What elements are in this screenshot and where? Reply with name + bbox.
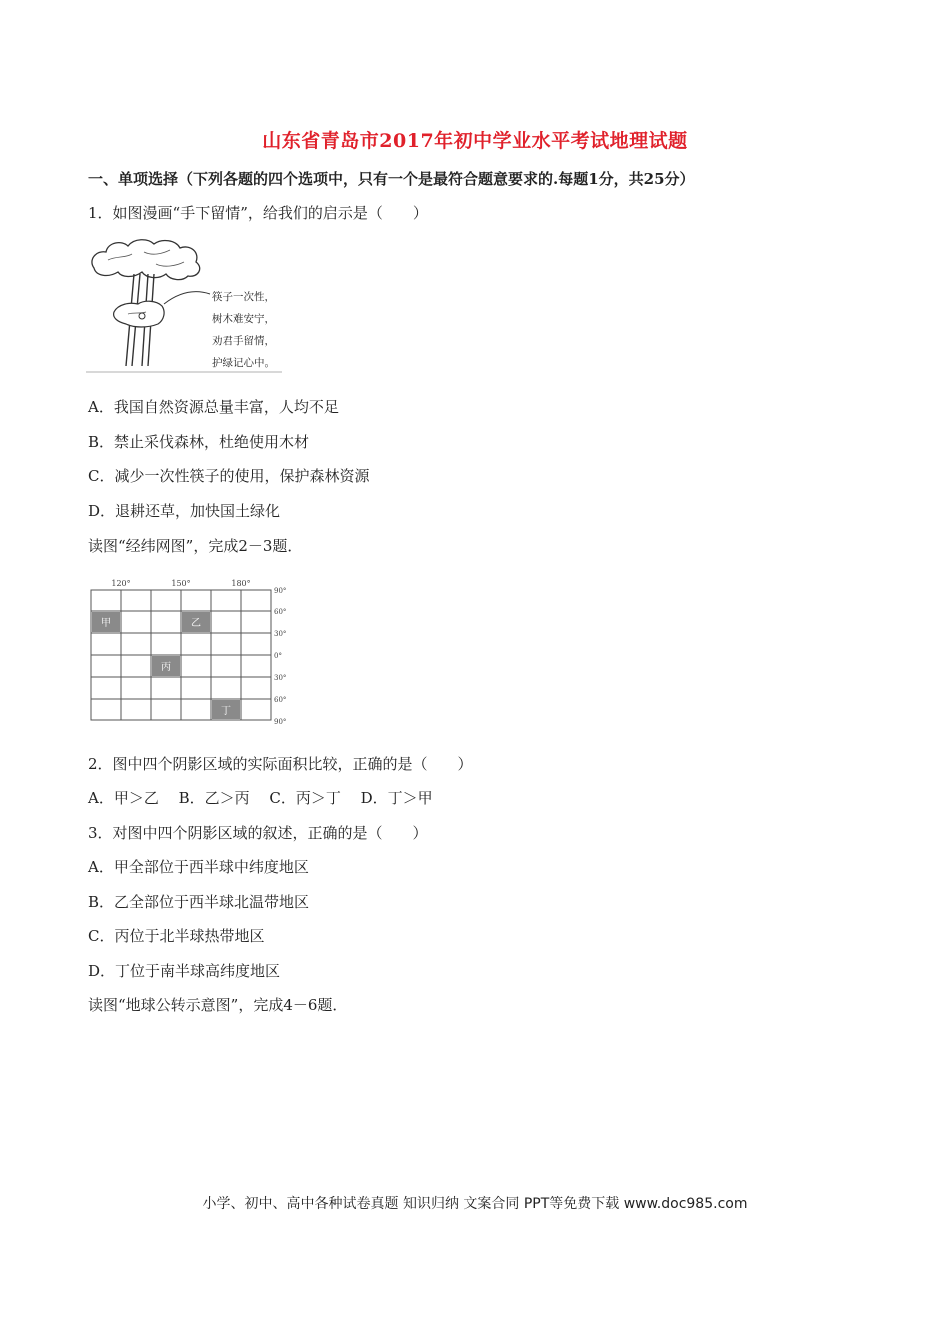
- question-3-option-d: D．丁位于南半球高纬度地区: [88, 962, 281, 980]
- question-3-option-b: B．乙全部位于西半球北温带地区: [88, 893, 310, 911]
- cartoon-caption-line-3: 劝君手留情，: [212, 335, 275, 347]
- latitude-label-60s: 60°: [274, 696, 287, 704]
- intro-questions-4-6: 读图“地球公转示意图”，完成4－6题．: [88, 996, 348, 1014]
- latitude-label-0: 0°: [274, 652, 282, 660]
- cartoon-caption-line-2: 树木难安宁，: [212, 313, 275, 325]
- longitude-label-180: 180°: [231, 579, 251, 588]
- question-1-stem: 1．如图漫画“手下留情”，给我们的启示是（ ）: [88, 204, 428, 222]
- longitude-label-120: 120°: [111, 579, 131, 588]
- question-3-stem: 3．对图中四个阴影区域的叙述，正确的是（ ）: [88, 824, 428, 842]
- cell-label-jia: 甲: [101, 618, 111, 629]
- question-2-stem: 2．图中四个阴影区域的实际面积比较，正确的是（ ）: [88, 755, 473, 773]
- intro-questions-2-3: 读图“经纬网图”，完成2－3题．: [88, 537, 303, 555]
- question-1-option-b: B．禁止采伐森林，杜绝使用木材: [88, 433, 310, 451]
- question-3-option-a: A．甲全部位于西半球中纬度地区: [88, 858, 309, 876]
- exam-title: 山东省青岛市2017年初中学业水平考试地理试题: [262, 130, 688, 152]
- latitude-label-30n: 30°: [274, 630, 287, 638]
- section-heading: 一、单项选择（下列各题的四个选项中，只有一个是最符合题意要求的.每题1分，共25分）: [88, 170, 695, 188]
- page-footer: 小学、初中、高中各种试卷真题 知识归纳 文案合同 PPT等免费下载 www.doc985.com: [202, 1196, 748, 1212]
- longitude-label-150: 150°: [171, 579, 191, 588]
- cell-label-yi: 乙: [191, 618, 201, 629]
- lat-lon-grid-figure: [86, 576, 296, 728]
- cartoon-illustration: [86, 238, 286, 374]
- cartoon-caption-line-4: 护绿记心中。: [212, 357, 275, 369]
- question-1-option-c: C．减少一次性筷子的使用，保护森林资源: [88, 467, 370, 485]
- latitude-label-90n: 90°: [274, 587, 287, 595]
- question-3-option-c: C．丙位于北半球热带地区: [88, 927, 265, 945]
- cell-label-ding: 丁: [221, 706, 231, 717]
- cell-label-bing: 丙: [161, 662, 171, 673]
- chopsticks-tree-cartoon: [86, 238, 286, 374]
- lat-lon-grid: [86, 576, 296, 728]
- question-1-option-a: A．我国自然资源总量丰富，人均不足: [88, 398, 339, 416]
- latitude-label-90s: 90°: [274, 718, 287, 726]
- latitude-label-30s: 30°: [274, 674, 287, 682]
- question-1-option-d: D．退耕还草，加快国土绿化: [88, 502, 281, 520]
- cartoon-caption-line-1: 筷子一次性，: [212, 291, 275, 303]
- question-2-options: A．甲＞乙 B．乙＞丙 C．丙＞丁 D．丁＞甲: [88, 789, 433, 807]
- latitude-label-60n: 60°: [274, 608, 287, 616]
